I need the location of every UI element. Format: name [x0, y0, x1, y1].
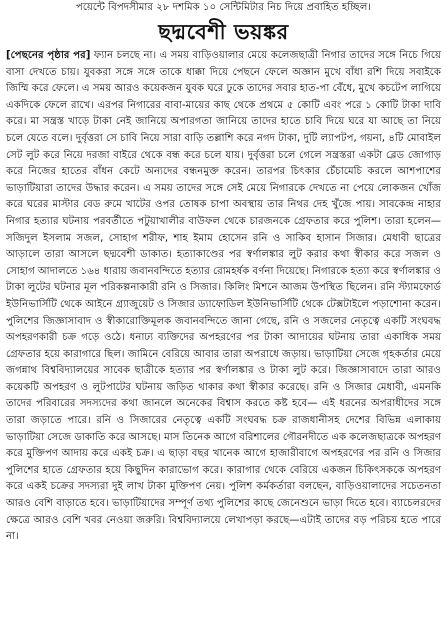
continued-from-label: [পেছনের পৃষ্ঠার পর]	[6, 50, 91, 61]
article-text: ফ্যান চলছে না। এ সময় বাড়িওয়ালার মেয়ে কলেজছাত্রী নিগার তাদের সঙ্গে নিচে গিয়ে বাসা দেখতে চায়। যুবকরা সঙ্গে সঙ্গে তাকে ধাক্কা দিয়ে পেছনে ফেলে অজ্ঞান মুখে বাঁধা রশি দিয়ে সবাইকে জিম্মি করে ফেলে। এ সময় আরও কয়েকজন যুবক ঘরে ঢুকে তাদের সবার হাত-পা বেঁধে, মুখে কচটেপ লাগিয়ে একদিকে ফেলে রাখে। এরপর নিগারের বাবা-মায়ের কাছ থেকে প্রথমে ৫ কোটি এবং পরে ১ কোটি টাকা দাবি করে। মা সন্ত্রস্ত খাড়ে টাকা নেই জানিয়ে অপারগতা জানিয়ে তাদের হাতে চাবি দিয়ে ঘরে যা আছে তা নিয়ে চলে যেতে বলে। দুর্বৃত্তরা সে চাবি নিয়ে সারা বাড়ি তল্লাশি করে নগদ টাকা, দুটি ল্যাপটপ, গয়না, ৪টি মোবাইল সেট লুট করে নিয়ে দরজা বাইরে থেকে বন্ধ করে চলে যায়। দুর্বৃত্তরা চলে গেলে সন্ত্রস্তরা একটা ব্লেড জোগাড় করে নিজের হাতের বাঁধন কেটে অন্যদের বন্ধনমুক্ত করেন। তারপর চিৎকার চেঁচামেচি করলে আশপাশের ভাড়াটিয়ারা তাদের উদ্ধার করেন। এ সময় তাদের সঙ্গে সেই মেয়ে নিগারকে দেখতে না পেয়ে লোকজন খোঁজ করে ঘরের মাস্টার বেড রুমে খাটের ওপর তোষক চাপা অবস্থায় তার নিথর দেহ খুঁজে পায়। সাবকেন্দ্র নাহার নিগার হত্যার ঘটনায় পরবর্তীতে পটুয়াখালীর বাউফল থেকে চারজনকে গ্রেফতার করে পুলিশ। তারা হলেন— সজিদুল ইসলাম সজল, সোহাগ শরীফ, শাহ ইমাম হোসেন রনি ও সাকিব হাসান সিজার। মেধাবী ছাত্রের আড়ালে তারা আসলে ছদ্মবেশী ডাকাত। হত্যাকাণ্ডের পর স্বর্ণালঙ্কার লুট করার কথা স্বীকার করে সজল ও সোহাগ আদালতে ১৬৪ ধারায় জবানবন্দিতে হত্যার রোমহর্ষক বর্ণনা দিয়েছে। নিগারকে হত্যা করে স্বর্ণালঙ্কার ও টাকা লুটের ঘটনার মূল পরিকল্পনাকারী রনি ও সিজার। কিলিং মিশনে আজম উপস্থিত ছিলেন। রনি স্ট্যামফোর্ড ইউনিভার্সিটি থেকে আইনে গ্র্যাজুয়েট ও সিজার ড্যাফোডিল ইউনিভার্সিটি থেকে টেক্সটাইলে পড়াশোনা করেন। পুলিশের জিজ্ঞাসাবাদ ও স্বীকারোক্তিমূলক জবানবন্দিতে জানা গেছে, রনি ও সজলের নেতৃত্বে একটি সংঘবদ্ধ অপহরণকারী চক্র গড়ে ওঠে। ধনাঢ্য ব্যক্তিদের অপহরণের পর টাকা আদায়ের ঘটনায় তারা একাধিক সময় গ্রেফতার হয়ে কারাগারে ছিল। জামিনে বেরিয়ে আবার তারা অপরাধে জড়ায়। ভাড়াটিয়া সেজে গৃহকর্তার মেয়ে জগন্নাথ বিশ্ববিদ্যালয়ের সাবেক ছাত্রীকে হত্যার পর স্বর্ণালঙ্কার ও টাকা লুট করে। জিজ্ঞাসাবাদে তারা আরও কয়েকটি অপহরণ ও লুটপাটের ঘটনায় জড়িত থাকার কথা স্বীকার করেছে। রনি ও সিজার মেধাবী, এমনকি তাদের পরিবারের সদস্যদের কথা জানলে অনেকের বিশ্বাস করতে কষ্ট হবে— এই ধরনের অপরাধীদের সঙ্গে তারা জড়াতে পারে। রনি ও সিজারের নেতৃত্বে একটি সংঘবদ্ধ চক্র রাজধানীসহ দেশের বিভিন্ন এলাকায় ভাড়াটিয়া সেজে ডাকাতি করে আসছে। মাস তিনেক আগে বরিশালের গৌরনদীতে এক কলেজছাত্রকে অপহরণ করে মুক্তিপণ আদায় করে একই চক্র। এ ছাড়া বছর খানেক আগে হাজারীবাগে অপহরণের পর রনি ও সিজার পুলিশের হাতে গ্রেফতার হয়ে কিছুদিন কারাভোগ করে। কারাগার থেকে বেরিয়ে একজন চিকিৎসককে অপহরণ করে একই চক্রের সদস্যরা দুই লাখ টাকা মুক্তিপণ নেয়। পুলিশ কর্মকর্তারা বলছেন, বাড়িওয়ালাদের সচেতনতা আরও বেশি বাড়াতে হবে। ভাড়াটিয়াদের সম্পূর্ণ তথ্য পুলিশের কাছে জেনেশুনে ভাড়া দিতে হবে। ব্যাচেলরদের ক্ষেত্রে আরও বেশি খবর নেওয়া জরুরি। বিশ্ববিদ্যালয়ে লেখাপড়া করছে—এটাই তাদের বড় পরিচয় হতে পারে না।	[6, 50, 441, 543]
previous-article-tail: পয়েন্টে বিপদসীমার ২৮ দশমিক ১০ সেন্টিমিটার নিচ দিয়ে প্রবাহিত হচ্ছিল।	[75, 2, 372, 13]
article-headline: ছদ্মবেশী ভয়ঙ্কর	[158, 20, 289, 44]
article-body	[6, 48, 441, 546]
